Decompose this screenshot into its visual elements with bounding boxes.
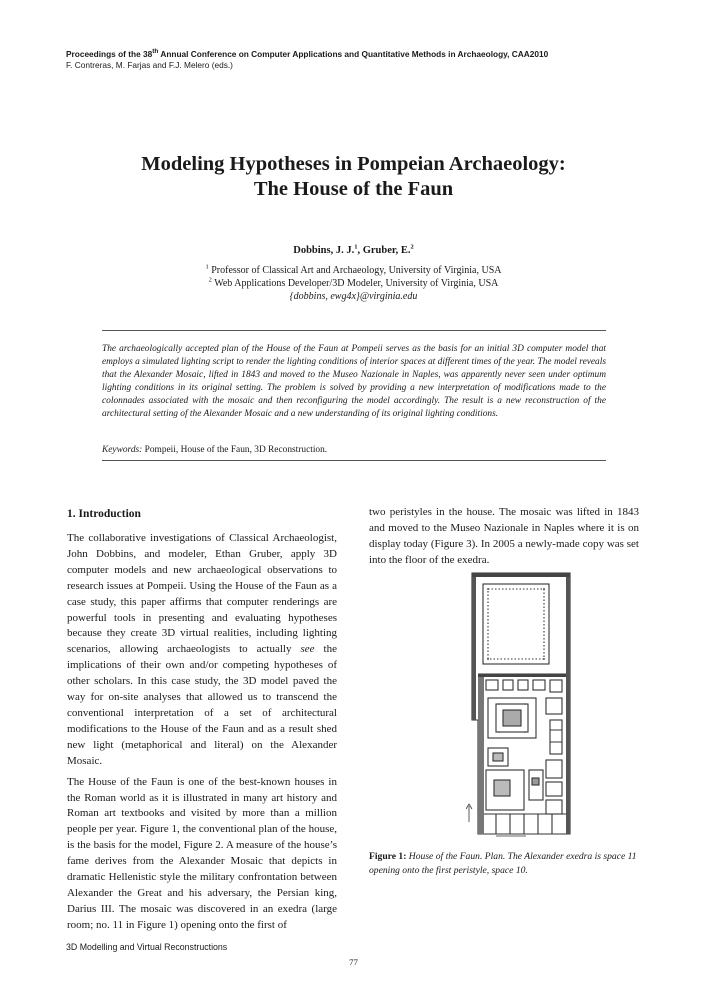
paper-title <box>60 152 647 202</box>
author-email: {dobbins, ewg4x}@virginia.edu <box>289 291 418 302</box>
paragraph: The House of the Faun is one of the best-known houses in the Roman world as it is illustrated in many art history and Roman art textbooks and visited by more than a million people per year. Figure 1, the conventional plan of the house, is the basis for the model, Figure 2. A measure of the house’s fame derives from the Alexander Mosaic that depicts in dramatic Hellenistic style the military confrontation between Alexander the Great and his adversary, the Persian king, Darius III. The mosaic was discovered in an exedra (large room; no. 11 in Figure 1) opening onto the first of <box>67 775 337 931</box>
section-heading: 1. Introduction <box>67 508 141 520</box>
paragraph: The collaborative investigations of Classical Archaeologist, John Dobbins, and modeler, Ethan Gruber, apply 3D computer models and new archaeological observations to research issues at Pompeii. Using the House of the Faun as a case study, this paper affirms that computer renderings are powerful tools in presenting and evaluating hypotheses because they create 3D virtual realities, including lighting scenarios, allowing archaeologists to actually see the implications of their own and/or competing hypotheses of other scholars. In this case study, the 3D model paved the way for on-site analyses that allowed us to transcend the conventional interpretation of a set of architectural modifications to the House of the Faun and as a result shed new light (metaphorical and literal) on the Alexander Mosaic. <box>67 532 337 767</box>
running-footer: 3D Modelling and Virtual Reconstructions <box>66 942 228 952</box>
authors: Dobbins, J. J.$^1$, Gruber, E.$^2$ <box>293 243 414 256</box>
keywords: Keywords: Pompeii, House of the Faun, 3D Reconstruction. <box>102 445 328 455</box>
right-column <box>369 505 639 569</box>
title-line-2: The House of the Faun <box>253 178 454 200</box>
abstract-top-rule <box>102 330 606 331</box>
proceedings-line: Proceedings of the 38th Annual Conference on Computer Applications and Quantitative Methods in Archaeology, CAA2010 <box>66 48 549 59</box>
abstract: The archaeologically accepted plan of the House of the Faun at Pompeii serves as the basis for an initial 3D computer model that employs a simulated lighting script to render the lighting conditions of interior spaces at different times of the year. The model reveals that the Alexander Mosaic, lifted in 1843 and moved to the Museo Nazionale in Naples, was apparently never seen under optimum lighting conditions in its original setting. The problem is solved by providing a new interpretation of modifications made to the colonnades associated with the mosaic and then reconfiguring the model accordingly. The result is a new reconstruction of the architectural setting of the Alexander Mosaic and a new understanding of its original lighting conditions. <box>102 344 606 419</box>
left-column <box>67 531 337 934</box>
page-number: 77 <box>349 957 358 967</box>
running-header <box>66 49 656 71</box>
floor-plan-figure <box>466 570 574 838</box>
paragraph: two peristyles in the house. The mosaic was lifted in 1843 and moved to the Museo Nazionale in Naples where it is on display today (Figure 3). In 2005 a newly-made copy was set into the floor of the exedra. <box>369 506 639 566</box>
title-line-1: Modeling Hypotheses in Pompeian Archaeology: <box>141 153 566 175</box>
abstract-bottom-rule <box>102 460 606 461</box>
affiliation-1: $^1$ Professor of Classical Art and Archaeology, University of Virginia, USA <box>205 263 502 276</box>
affiliation-2: $^2$ Web Applications Developer/3D Modeler, University of Virginia, USA <box>208 276 499 289</box>
editors-line: F. Contreras, M. Farjas and F.J. Melero (eds.) <box>66 60 233 70</box>
figure-caption: Figure 1: House of the Faun. Plan. The Alexander exedra is space 11 opening onto the first peristyle, space 10. <box>369 851 637 876</box>
affiliations <box>60 264 647 303</box>
